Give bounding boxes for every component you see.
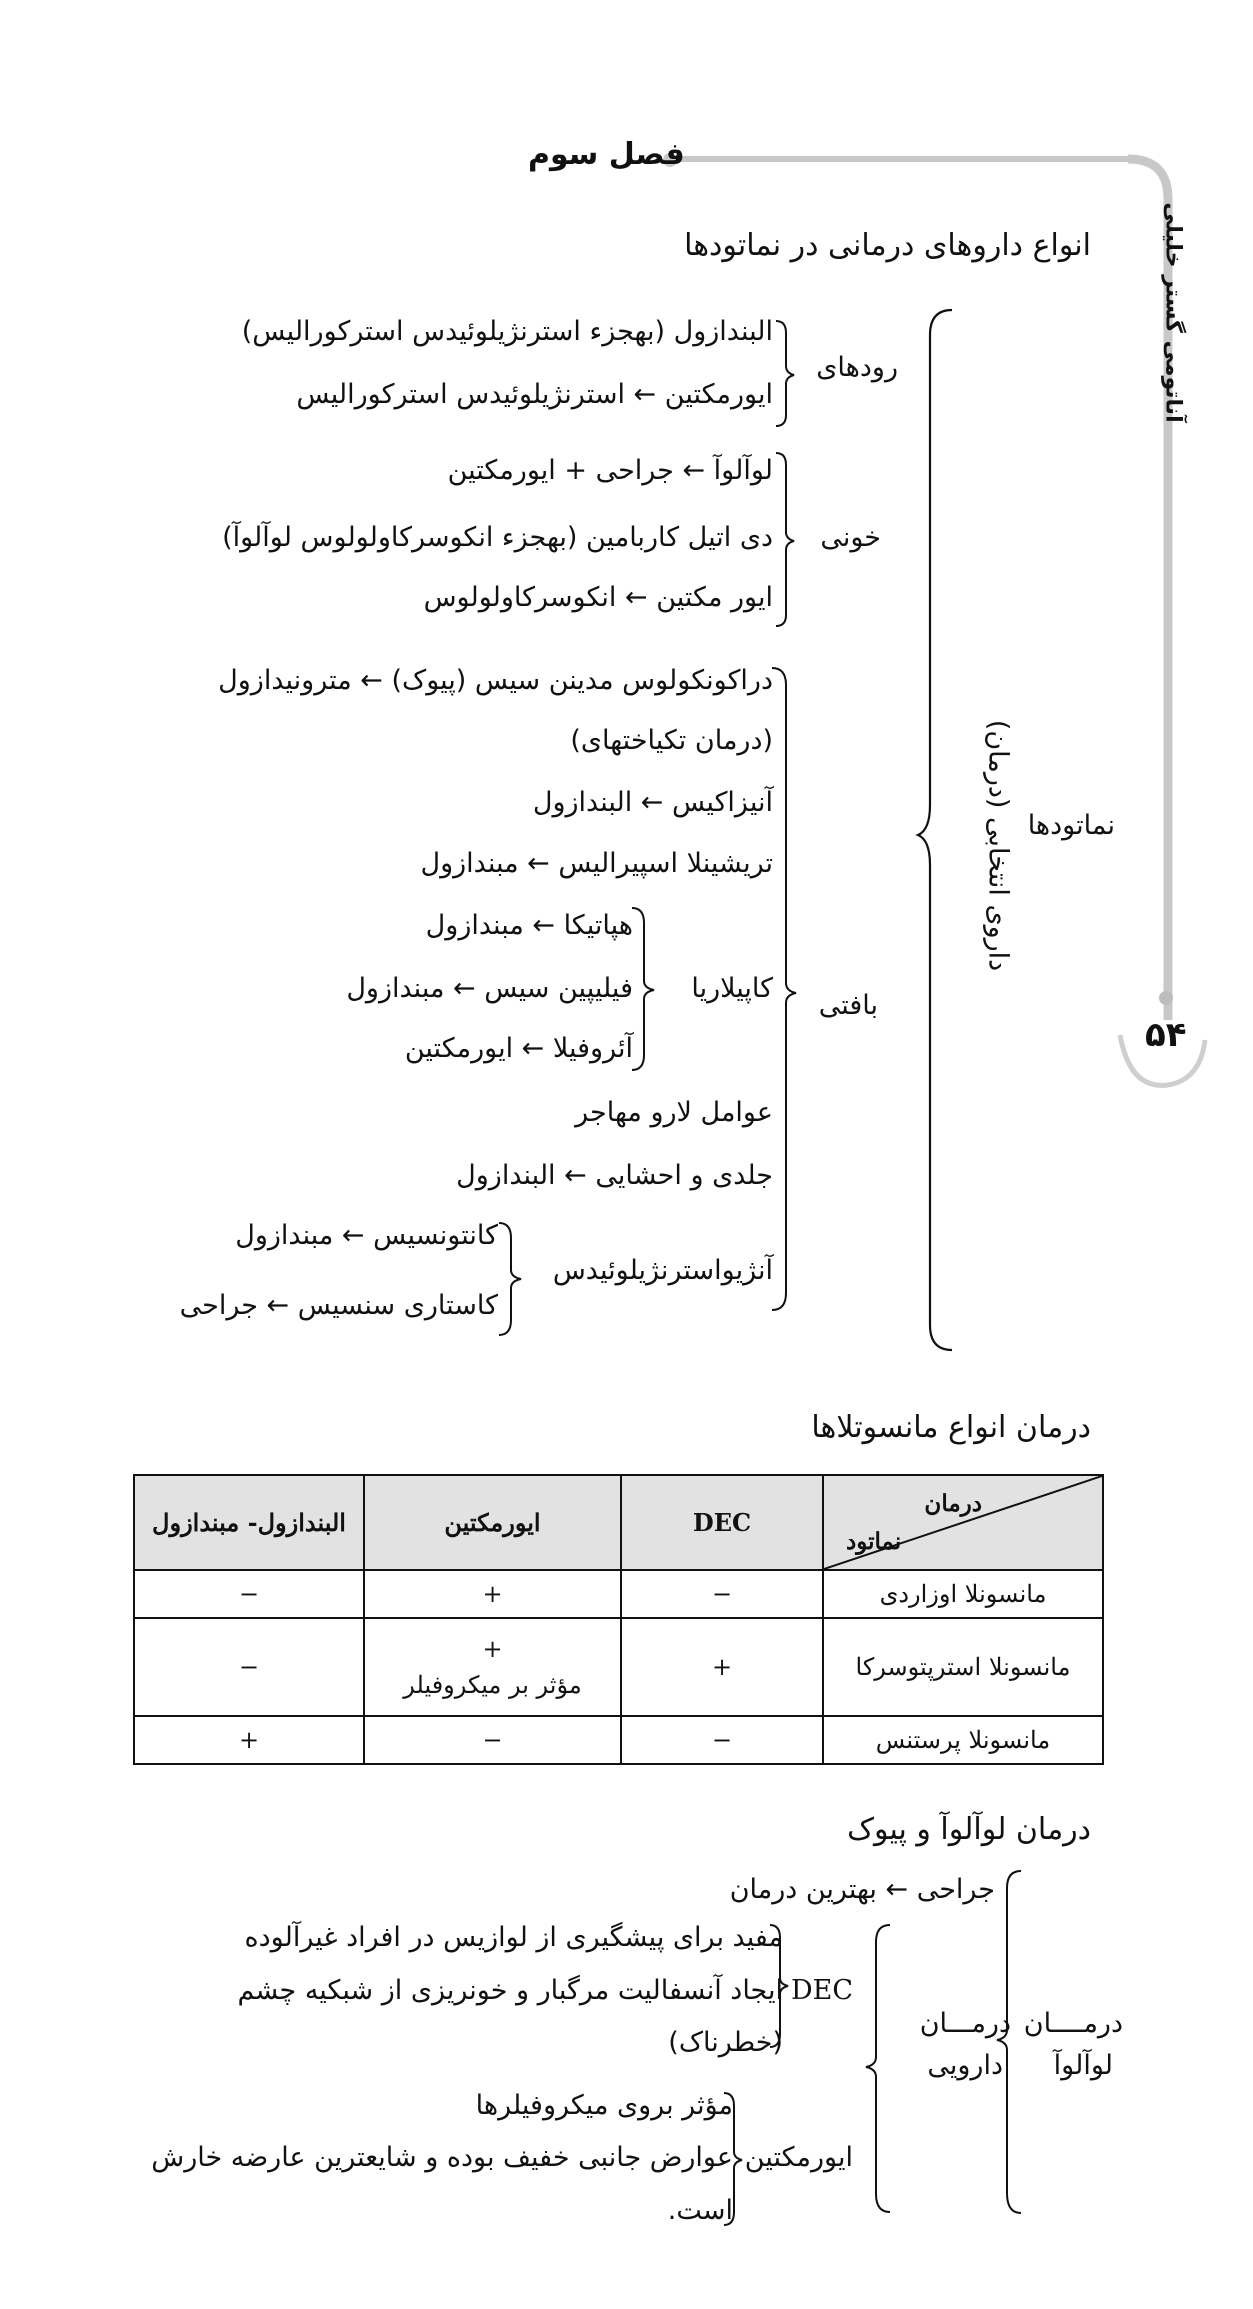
table-cell: − [134, 1618, 364, 1716]
section-heading-mansonella: درمان انواع مانسوتلاها [811, 1410, 1091, 1445]
vertical-label: داروی انتخابی (درمان) [982, 719, 1014, 972]
capillaria-label: کاپیلاریا [691, 973, 773, 1004]
surgery-line: جراحی ← بهترین درمان [729, 1874, 995, 1905]
angio-label: آنژیواسترنژیلوئیدس [552, 1255, 773, 1286]
angio-item-2: کاستاری سنسیس ← جراحی [179, 1290, 498, 1321]
table-header: البندازول- مبندازول [134, 1475, 364, 1570]
iver-item-2: عوارض جانبی خفیف بوده و شایعترین عارضه خارش [151, 2142, 733, 2173]
blood-brace [772, 450, 796, 630]
corner-bottom-label: نماتود [846, 1528, 902, 1555]
dec-label: DEC [790, 1975, 853, 2006]
vertical-label-box [978, 705, 1018, 985]
loa-brace [995, 1868, 1025, 2218]
tissue-item-2: (درمان تکیاختهای) [570, 725, 773, 756]
angio-item-1: کانتونسیس ← مبندازول [235, 1220, 498, 1251]
intestinal-brace [772, 318, 796, 428]
loa-root-line2: لوآلوآ [1053, 2050, 1113, 2081]
root-label-nematodes: نماتودها [1027, 810, 1115, 841]
section-heading-nematodes: انواع داروهای درمانی در نماتودها [684, 228, 1091, 263]
table-row [134, 1618, 1103, 1716]
dec-item-3: (خطرناک) [668, 2027, 783, 2058]
label-blood: خونی [820, 522, 881, 553]
tissue-item-4: تریشینلا اسپیرالیس ← مبندازول [420, 848, 773, 879]
blood-item-3: ایور مکتین ← انکوسرکاولولوس [423, 582, 773, 613]
main-brace [917, 305, 957, 1355]
table-cell: − [621, 1716, 823, 1764]
table-cell: − [364, 1716, 621, 1764]
mansonella-table [133, 1474, 1104, 1765]
table-header: ایورمکتین [364, 1475, 621, 1570]
table-header-row [134, 1475, 1103, 1570]
tissue-item-1: دراکونکولوس مدینن سیس (پیوک) ← مترونیدازول [218, 665, 773, 696]
capillaria-item-1: هپاتیکا ← مبندازول [425, 910, 633, 941]
book-title-text: آناتومی گستر خلیلی [1160, 202, 1186, 423]
loa-root-line1: درمــــان [1023, 2008, 1123, 2039]
iver-item-1: مؤثر بروی میکروفیلرها [475, 2090, 733, 2121]
tissue-item-5: عوامل لارو مهاجر [575, 1097, 773, 1128]
table-cell: + [364, 1570, 621, 1618]
book-title [1138, 200, 1218, 430]
table-cell: مانسونلا اوزاردی [823, 1570, 1103, 1618]
tissue-item-6: جلدی و احشایی ← البندازول [456, 1160, 773, 1191]
drug-line1: درمـــان [919, 2008, 1011, 2039]
label-tissue: بافتی [818, 990, 878, 1021]
section-heading-loa: درمان لوآلوآ و پیوک [847, 1812, 1091, 1847]
capillaria-item-2: فیلیپین سیس ← مبندازول [346, 973, 633, 1004]
page-number: ۵۴ [1145, 1015, 1187, 1055]
table-header: DEC [621, 1475, 823, 1570]
intestinal-item-1: البندازول (بهجزء استرنژیلوئیدس استرکورالیس) [241, 316, 773, 347]
corner-top-label: درمان [924, 1490, 982, 1517]
intestinal-item-2: ایورمکتین ← استرنژیلوئیدس استرکورالیس [296, 379, 773, 410]
table-corner-cell [823, 1475, 1103, 1570]
drug-line2: دارویی [927, 2050, 1003, 2081]
iver-label: ایورمکتین [744, 2142, 853, 2173]
table-cell: − [621, 1570, 823, 1618]
label-intestinal: رودهای [816, 352, 898, 383]
iver-item-3: است. [667, 2195, 733, 2226]
table-cell: مانسونلا پرستنس [823, 1716, 1103, 1764]
capillaria-item-3: آئروفیلا ← ایورمکتین [404, 1033, 633, 1064]
dec-item-1: مفید برای پیشگیری از لوازیس در افراد غیرآلوده [244, 1922, 783, 1953]
blood-item-1: لوآلوآ ← جراحی + ایورمکتین [447, 455, 773, 486]
table-cell [364, 1618, 621, 1716]
table-cell: + [134, 1716, 364, 1764]
table-row [134, 1570, 1103, 1618]
table-cell: − [134, 1570, 364, 1618]
table-cell: مانسونلا استرپتوسرکا [823, 1618, 1103, 1716]
table-row [134, 1716, 1103, 1764]
table-cell: + [621, 1618, 823, 1716]
angio-brace [495, 1220, 525, 1340]
cell-line: + [482, 1635, 503, 1663]
chapter-title: فصل سوم [528, 137, 685, 172]
dec-item-2: ایجاد آنسفالیت مرگبار و خونریزی از شبکیه چشم [237, 1975, 783, 2006]
tissue-item-3: آنیزاکیس ← البندازول [532, 787, 773, 818]
drug-brace [864, 1922, 894, 2217]
blood-item-2: دی اتیل کاربامین (بهجزء انکوسرکاولولوس لوآلوآ) [222, 522, 773, 553]
header-decoration [0, 0, 1253, 260]
cell-line: مؤثر بر میکروفیلر [403, 1671, 582, 1699]
